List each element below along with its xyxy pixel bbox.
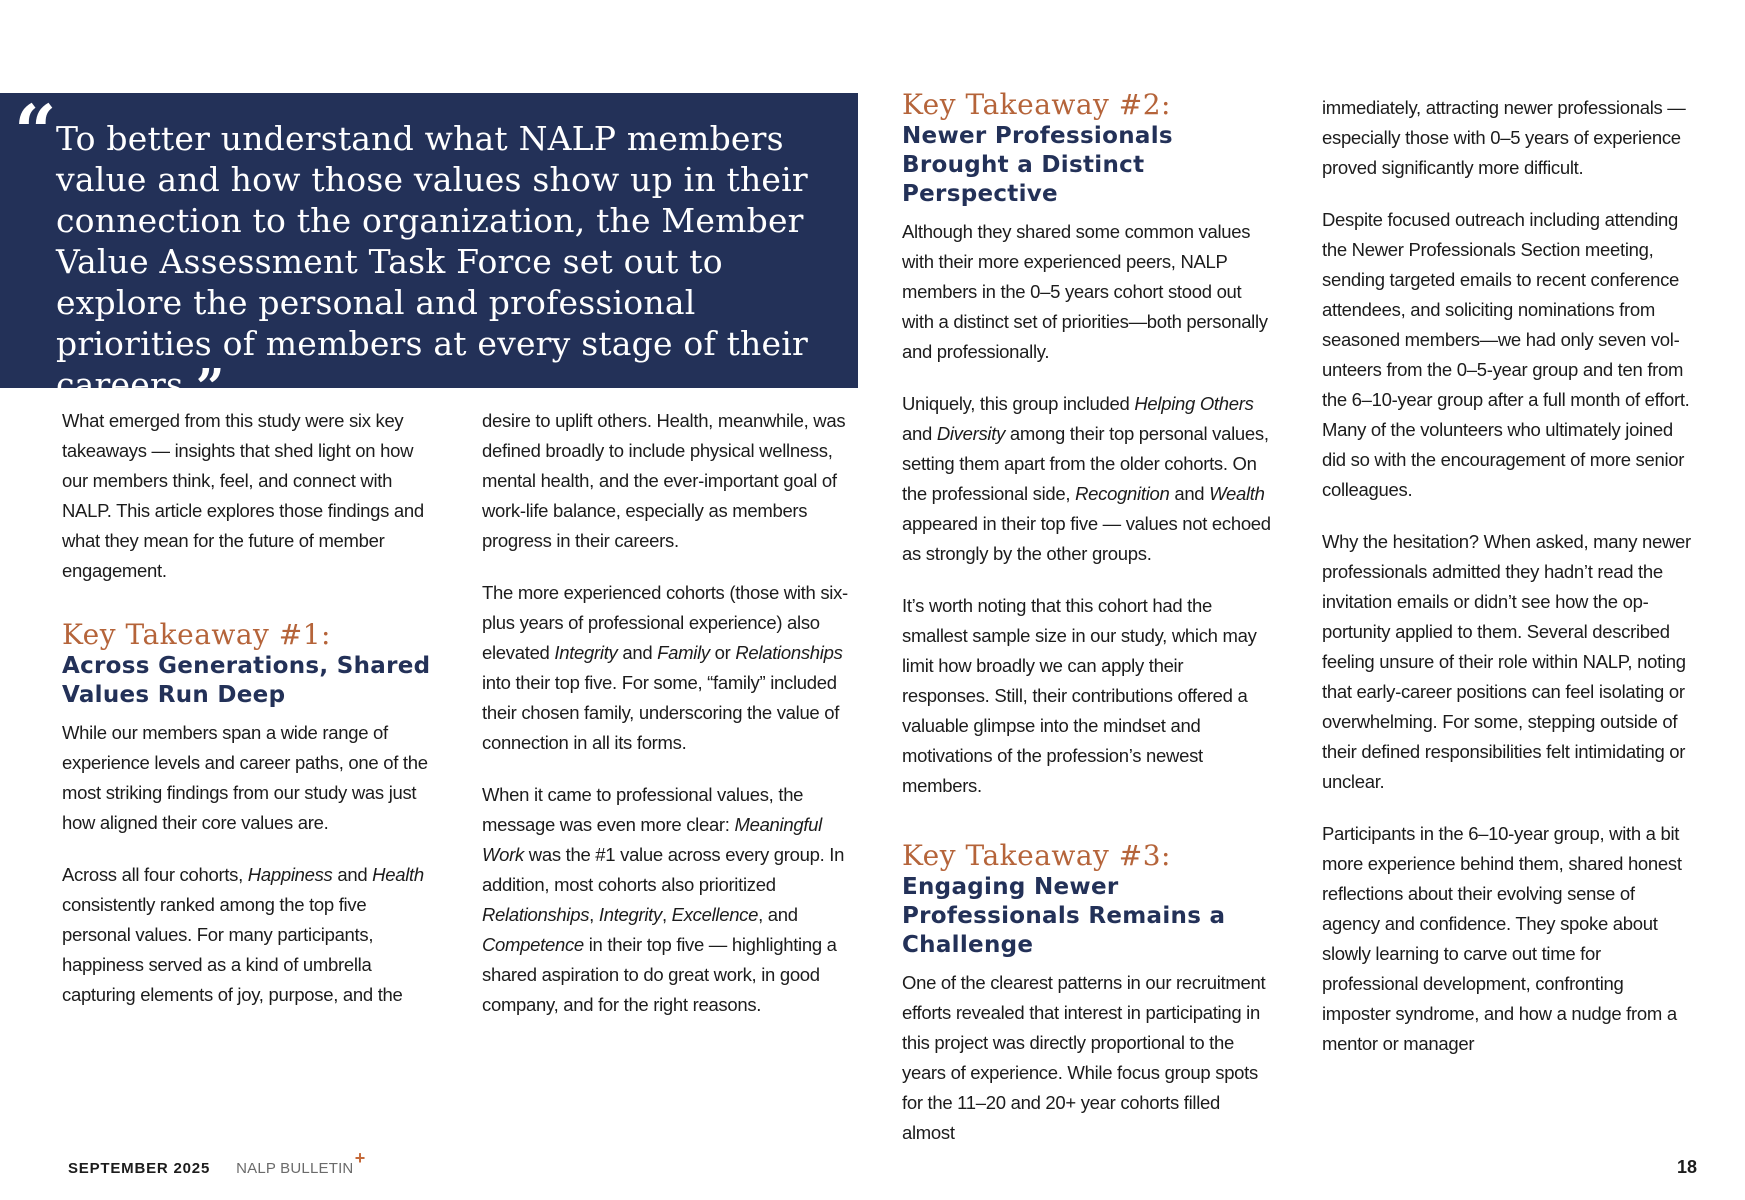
paragraph: While our members span a wide range of experience levels and career paths, one of the most striking findings from our study was just how aligned their core values are. xyxy=(62,722,428,833)
close-quote-icon: ” xyxy=(195,357,225,416)
column-1 xyxy=(62,406,432,1032)
paragraph: The more experienced cohorts (those with six-plus years of professional experience) also elevated Integrity and Family or Relationships into their top five. For some, “family” included their chosen family, underscoring the value of connection in all its forms. xyxy=(482,582,848,753)
publication-name: NALP BULLETIN + xyxy=(236,1148,366,1177)
open-quote-icon: “ xyxy=(14,90,57,176)
column-2 xyxy=(482,406,852,1042)
key-takeaway-3-subtitle: Engaging Newer Professionals Remains a Challenge xyxy=(902,874,1226,958)
intro-paragraph: What emerged from this study were six key takeaways — insights that shed light on how our members think, feel, and connect with NALP. This article explores those findings and what they mean for the future of member engagement. xyxy=(62,410,424,581)
paragraph: Although they shared some common values with their more experienced peers, NALP members in the 0–5 years cohort stood out with a distinct set of priorities—both personally and professionally. xyxy=(902,221,1268,362)
key-takeaway-1 xyxy=(62,620,432,710)
key-takeaway-3-title: Key Takeaway #3: xyxy=(902,839,1171,872)
paragraph: Despite focused outreach including attending the Newer Professionals Section meeting, sending targeted emails to recent conference attendees, and soliciting nominations from seasoned members—we had only seven vol-unteers from the 0–5-year group and ten from the 6–10-year group after a full month of effort. Many of the volunteers who ultimately joined did so with the encouragement of more senior colleagues. xyxy=(1322,209,1690,500)
issue-date: SEPTEMBER 2025 xyxy=(68,1160,211,1177)
key-takeaway-1-title: Key Takeaway #1: xyxy=(62,618,331,651)
plus-icon: + xyxy=(354,1148,366,1168)
column-4 xyxy=(1322,93,1692,1081)
paragraph: Why the hesitation? When asked, many newer professionals admitted they hadn’t read the invitation emails or didn’t see how the op-portunity applied to them. Several described feeling unsure of their role within NALP, noting that early-career positions can feel isolating or overwhelming. For some, stepping outside of their defined responsibilities felt intimidating or unclear. xyxy=(1322,531,1691,792)
paragraph: Participants in the 6–10-year group, with a bit more experience behind them, shared honest reflections about their evolving sense of agency and confidence. They spoke about slowly learning to carve out time for professional development, confronting imposter syndrome, and how a nudge from a mentor or manager xyxy=(1322,823,1682,1054)
pull-quote xyxy=(56,118,856,416)
paragraph: Across all four cohorts, Happiness and Health consistently ranked among the top five personal values. For many participants, happiness served as a kind of umbrella capturing elements of joy, purpose, and the xyxy=(62,864,424,1005)
key-takeaway-2-title: Key Takeaway #2: xyxy=(902,88,1171,121)
page-number: 18 xyxy=(1676,1157,1697,1177)
key-takeaway-2 xyxy=(902,90,1272,209)
paragraph: desire to uplift others. Health, meanwhile, was defined broadly to include physical wellness, mental health, and the ever-important goal of work-life balance, especially as members progress in their careers. xyxy=(482,410,846,551)
key-takeaway-3 xyxy=(902,841,1272,960)
pull-quote-text: To better understand what NALP members value and how those values show up in their connection to the organization, the Member Value Assessment Task Force set out to explore the personal and professional priorities of members at every stage of their careers. xyxy=(56,119,808,404)
key-takeaway-1-subtitle: Across Generations, Shared Values Run Deep xyxy=(62,653,431,708)
footer xyxy=(68,1148,366,1177)
paragraph: It’s worth noting that this cohort had the smallest sample size in our study, which may limit how broadly we can apply their responses. Still, their contributions offered a valuable glimpse into the mindset and motivations of the profession’s newest members. xyxy=(902,595,1257,796)
column-3 xyxy=(902,90,1272,1170)
paragraph: immediately, attracting newer professionals — especially those with 0–5 years of experience proved significantly more difficult. xyxy=(1322,97,1686,178)
paragraph: Uniquely, this group included Helping Others and Diversity among their top personal values, setting them apart from the older cohorts. On the professional side, Recognition and Wealth appeared in their top five — values not echoed as strongly by the other groups. xyxy=(902,393,1271,564)
key-takeaway-2-subtitle: Newer Professionals Brought a Distinct Perspective xyxy=(902,123,1173,207)
paragraph: One of the clearest patterns in our recruitment efforts revealed that interest in participating in this project was directly proportional to the years of experience. While focus group spots for the 11–20 and 20+ year cohorts filled almost xyxy=(902,972,1266,1143)
paragraph: When it came to professional values, the message was even more clear: Meaningful Work was the #1 value across every group. In addition, most cohorts also prioritized Relationships, Integrity, Excellence, and Competence in their top five — highlighting a shared aspiration to do great work, in good company, and for the right reasons. xyxy=(482,784,845,1015)
